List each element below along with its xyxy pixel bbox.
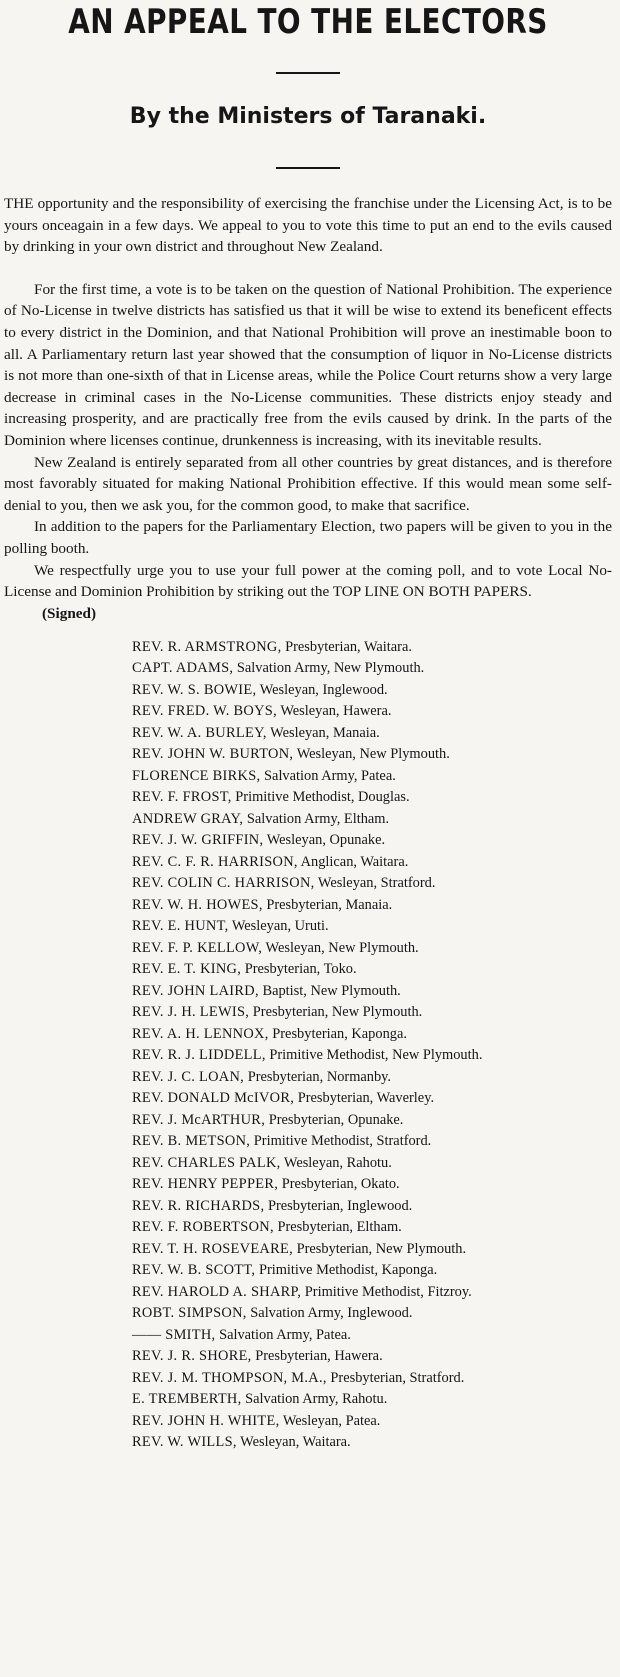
signatory-name: CAPT. ADAMS, — [132, 660, 234, 677]
signatory-affiliation: Presbyterian, Opunake. — [268, 1111, 404, 1128]
signatory-name: REV. CHARLES PALK, — [132, 1154, 281, 1171]
signatory-affiliation: Salvation Army, Patea. — [219, 1326, 351, 1343]
signed-label: (Signed) — [42, 604, 97, 622]
signatory-affiliation: Wesleyan, Hawera. — [280, 703, 392, 720]
signatory-name: REV. A. H. LENNOX, — [132, 1025, 269, 1042]
signatory-name: REV. FRED. W. BOYS, — [132, 703, 277, 720]
signatory-item — [132, 1174, 612, 1196]
signatory-item — [132, 1045, 612, 1067]
signatory-item — [132, 1389, 612, 1411]
signatory-affiliation: Wesleyan, Inglewood. — [259, 681, 388, 698]
signatory-affiliation: Wesleyan, Manaia. — [270, 724, 380, 741]
signatory-name: REV. R. ARMSTRONG, — [132, 638, 282, 655]
signatory-item — [132, 938, 612, 960]
signatory-item — [132, 1239, 612, 1261]
signatory-affiliation: Primitive Methodist, Fitzroy. — [304, 1283, 472, 1300]
signatory-name: E. TREMBERTH, — [132, 1391, 242, 1408]
signatory-item — [132, 1368, 612, 1390]
signatory-affiliation: Primitive Methodist, Kaponga. — [258, 1262, 438, 1279]
signatory-name: REV. HAROLD A. SHARP, — [132, 1283, 302, 1300]
signatory-affiliation: Presbyterian, New Plymouth. — [252, 1004, 423, 1021]
signatory-affiliation: Primitive Methodist, Douglas. — [235, 789, 410, 806]
signatory-affiliation: Wesleyan, Rahotu. — [283, 1154, 392, 1171]
signatory-affiliation: Salvation Army, Inglewood. — [250, 1305, 413, 1322]
signatory-affiliation: Baptist, New Plymouth. — [262, 982, 401, 999]
signatory-name: REV. W. S. BOWIE, — [132, 681, 257, 698]
signatory-name: REV. E. HUNT, — [132, 918, 229, 935]
signatory-affiliation: Wesleyan, New Plymouth. — [296, 746, 450, 763]
signatory-name: REV. W. WILLS, — [132, 1434, 237, 1451]
signatory-item — [132, 809, 612, 831]
signatory-item — [132, 680, 612, 702]
paragraph: We respectfully urge you to use your full power at the coming poll, and to vote Local No-License and Dominion Prohibition by striking out the TOP LINE ON BOTH PAPERS. — [4, 561, 612, 601]
headline: AN APPEAL TO THE ELECTORS — [68, 2, 548, 42]
signatory-name: REV. W. H. HOWES, — [132, 896, 263, 913]
signatory-name: REV. B. METSON, — [132, 1133, 251, 1150]
signatory-item — [132, 723, 612, 745]
signatory-item — [132, 1110, 612, 1132]
signatory-name: REV. J. C. LOAN, — [132, 1068, 245, 1085]
signatory-name: REV. W. B. SCOTT, — [132, 1262, 256, 1279]
signatory-name: REV. F. FROST, — [132, 789, 232, 806]
signatory-name: REV. E. T. KING, — [132, 961, 242, 978]
signatory-item — [132, 766, 612, 788]
signatory-affiliation: Wesleyan, Stratford. — [317, 875, 436, 892]
signatory-item — [132, 1303, 612, 1325]
signatory-affiliation: Anglican, Waitara. — [300, 853, 409, 870]
signatory-name: REV. JOHN LAIRD, — [132, 982, 259, 999]
signatory-item — [132, 1196, 612, 1218]
signatory-affiliation: Presbyterian, Kaponga. — [272, 1025, 407, 1042]
signatory-item — [132, 1217, 612, 1239]
signatory-item — [132, 658, 612, 680]
signatory-name: ROBT. SIMPSON, — [132, 1305, 247, 1322]
signatory-item — [132, 701, 612, 723]
signatory-item — [132, 1024, 612, 1046]
signatory-item — [132, 981, 612, 1003]
divider-rule — [276, 167, 340, 169]
appeal-body — [4, 193, 612, 625]
paragraph: THE opportunity and the responsibility of exercising the franchise under the Licensing Act, is to be yours onceagain in a few days. We appeal to you to vote this time to put an end to the evils caused by drinking in your own district and throughout New Zealand. — [4, 195, 612, 256]
signatory-name: REV. HENRY PEPPER, — [132, 1176, 279, 1193]
signatory-affiliation: Presbyterian, New Plymouth. — [296, 1240, 467, 1257]
signatory-name: REV. W. A. BURLEY, — [132, 724, 267, 741]
signatory-affiliation: Wesleyan, Patea. — [282, 1412, 381, 1429]
signatory-item — [132, 1153, 612, 1175]
signatory-name: ANDREW GRAY, — [132, 810, 244, 827]
signatory-item — [132, 1088, 612, 1110]
signatory-affiliation: Salvation Army, Patea. — [264, 767, 396, 784]
signatory-affiliation: Salvation Army, Eltham. — [246, 810, 390, 827]
signatory-name: REV. J. H. LEWIS, — [132, 1004, 250, 1021]
paragraph: For the first time, a vote is to be taken on the question of National Prohibition. The experience of No-License in twelve districts has satisfied us that it will be wise to extend its beneficent effects to every district in the Dominion, and that National Prohibition will prove an inestimable boon to all. A Parliamentary return last year showed that the consumption of liquor in No-License districts is not more than one-sixth of that in License areas, while the Police Court returns show a very large decrease in criminal cases in the No-License communities. These districts enjoy steady and increasing prosperity, and are practically free from the evils caused by drink. In the parts of the Dominion where licenses continue, drunkenness is increasing, with its inevitable results. — [4, 280, 612, 449]
signatory-affiliation: Wesleyan, Waitara. — [240, 1434, 351, 1451]
signatory-item — [132, 1260, 612, 1282]
signatory-item — [132, 637, 612, 659]
signatory-name: REV. J. McARTHUR, — [132, 1111, 266, 1128]
paragraph: New Zealand is entirely separated from all other countries by great distances, and is therefore most favorably situated for making National Prohibition effective. If this would mean some self-denial to you, then we ask you, for the common good, to make that sacrifice. — [4, 453, 612, 514]
signatory-name: REV. T. H. ROSEVEARE, — [132, 1240, 294, 1257]
signatory-affiliation: Presbyterian, Manaia. — [266, 896, 393, 913]
signatory-affiliation: Presbyterian, Hawera. — [255, 1348, 383, 1365]
signatory-affiliation: Presbyterian, Inglewood. — [268, 1197, 413, 1214]
signatory-affiliation: Presbyterian, Toko. — [244, 961, 357, 978]
signatory-affiliation: Presbyterian, Waitara. — [285, 638, 412, 655]
subheadline: By the Ministers of Taranaki. — [129, 104, 487, 129]
signatory-affiliation: Presbyterian, Okato. — [281, 1176, 400, 1193]
signatory-name: REV. JOHN H. WHITE, — [132, 1412, 280, 1429]
signatory-item — [132, 959, 612, 981]
signatory-name: REV. F. ROBERTSON, — [132, 1219, 274, 1236]
signatory-item — [132, 830, 612, 852]
signatory-item — [132, 1411, 612, 1433]
signatory-item — [132, 1346, 612, 1368]
signatory-affiliation: Primitive Methodist, Stratford. — [253, 1133, 432, 1150]
signatory-item — [132, 1067, 612, 1089]
signatory-list — [4, 637, 612, 1454]
signatory-item — [132, 1432, 612, 1454]
signatory-name: REV. R. J. LIDDELL, — [132, 1047, 266, 1064]
divider-rule — [276, 72, 340, 74]
signatory-name: REV. F. P. KELLOW, — [132, 939, 263, 956]
signatory-item — [132, 1002, 612, 1024]
signatory-item — [132, 1282, 612, 1304]
signatory-name: FLORENCE BIRKS, — [132, 767, 261, 784]
signatory-item — [132, 787, 612, 809]
signatory-item — [132, 1325, 612, 1347]
signatory-affiliation: Salvation Army, New Plymouth. — [236, 660, 425, 677]
signatory-name: REV. J. R. SHORE, — [132, 1348, 252, 1365]
signatory-item — [132, 895, 612, 917]
signatory-name: —— SMITH, — [132, 1326, 216, 1343]
signatory-affiliation: Salvation Army, Rahotu. — [245, 1391, 388, 1408]
signatory-item — [132, 852, 612, 874]
signatory-affiliation: Presbyterian, Eltham. — [277, 1219, 402, 1236]
signatory-affiliation: Wesleyan, Opunake. — [266, 832, 386, 849]
signatory-name: REV. R. RICHARDS, — [132, 1197, 265, 1214]
signatory-affiliation: Wesleyan, Uruti. — [231, 918, 329, 935]
signatory-item — [132, 916, 612, 938]
signatory-name: REV. J. M. THOMPSON, M.A., — [132, 1369, 327, 1386]
signatory-name: REV. C. F. R. HARRISON, — [132, 853, 298, 870]
signatory-affiliation: Presbyterian, Waverley. — [297, 1090, 435, 1107]
signatory-affiliation: Wesleyan, New Plymouth. — [265, 939, 419, 956]
signatory-name: REV. JOHN W. BURTON, — [132, 746, 294, 763]
signatory-item — [132, 744, 612, 766]
paragraph: In addition to the papers for the Parliamentary Election, two papers will be given to you in the polling booth. — [4, 518, 612, 557]
signatory-affiliation: Presbyterian, Normanby. — [247, 1068, 392, 1085]
signatory-name: REV. DONALD McIVOR, — [132, 1090, 295, 1107]
signatory-name: REV. COLIN C. HARRISON, — [132, 875, 315, 892]
signatory-affiliation: Presbyterian, Stratford. — [330, 1369, 465, 1386]
signatory-affiliation: Primitive Methodist, New Plymouth. — [269, 1047, 483, 1064]
signatory-item — [132, 873, 612, 895]
signatory-item — [132, 1131, 612, 1153]
signatory-name: REV. J. W. GRIFFIN, — [132, 832, 264, 849]
